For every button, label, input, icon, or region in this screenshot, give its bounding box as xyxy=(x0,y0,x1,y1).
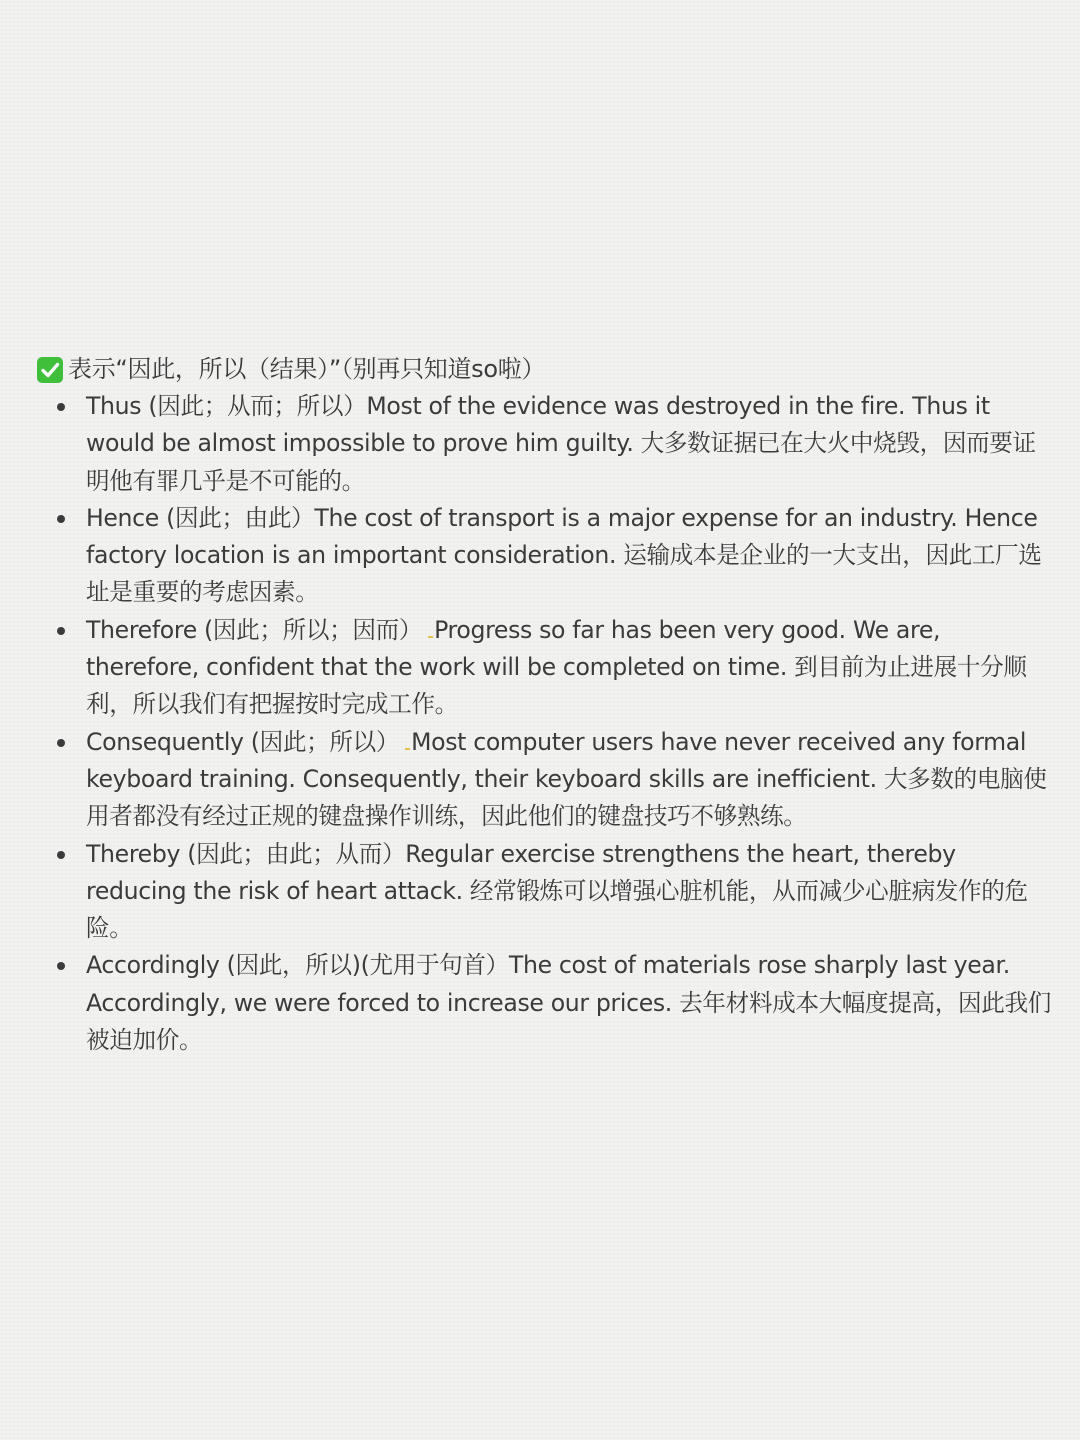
list-item-hence xyxy=(36,500,1056,612)
bullet-icon xyxy=(57,962,65,970)
list-item-lead: Consequently (因此；所以） xyxy=(86,727,400,756)
list-item-therefore xyxy=(36,612,1056,724)
bullet-icon xyxy=(57,403,65,411)
list-item-thus xyxy=(36,388,1056,500)
note-content xyxy=(36,351,1056,1059)
list-item-lead: Therefore (因此；所以；因而） xyxy=(86,615,423,644)
bullet-icon xyxy=(57,515,65,523)
list-item-consequently xyxy=(36,724,1056,836)
section-heading-text: 表示“因此，所以（结果）”（别再只知道so啦） xyxy=(68,355,546,383)
list-item-text: Progress so far has been very good. We are, therefore, confident that the work will be completed on time. 到目前为止进展十分顺利，所以我们有把握按时完成工作。 xyxy=(86,615,1027,719)
list-item-text: Accordingly (因此，所以)(尤用于句首）The cost of materials rose sharply last year. Accordingly, we were forced to increase our prices. 去年材料成本大幅度提高，因此我们被迫加价。 xyxy=(86,951,1052,1055)
check-mark-icon xyxy=(36,356,64,384)
list-item-text: Thereby (因此；由此；从而）Regular exercise strengthens the heart, thereby reducing the risk of heart attack. 经常锻炼可以增强心脏机能，从而减少心脏病发作的危险。 xyxy=(86,839,1028,943)
list-item-accordingly xyxy=(36,947,1056,1059)
list-item-text: Most computer users have never received any formal keyboard training. Consequently, their keyboard skills are inefficient. 大多数的电脑使用者都没有经过正规的键盘操作训练，因此他们的键盘技巧不够熟练。 xyxy=(86,727,1047,831)
connector-list xyxy=(36,388,1056,1059)
section-heading xyxy=(36,351,1056,388)
bullet-icon xyxy=(57,739,65,747)
list-item-text: Thus (因此；从而；所以）Most of the evidence was destroyed in the fire. Thus it would be almost impossible to prove him guilty. 大多数证据已在大火中烧毁，因而要证明他有罪几乎是不可能的。 xyxy=(86,392,1036,495)
list-item-text: Hence (因此；由此）The cost of transport is a major expense for an industry. Hence factory location is an important consideration. 运输成本是企业的一大支出，因此工厂选址是重要的考虑因素。 xyxy=(86,503,1042,607)
highlight-mark xyxy=(405,748,410,750)
list-item-thereby xyxy=(36,836,1056,948)
bullet-icon xyxy=(57,851,65,859)
highlight-mark xyxy=(428,636,433,638)
bullet-icon xyxy=(57,627,65,635)
